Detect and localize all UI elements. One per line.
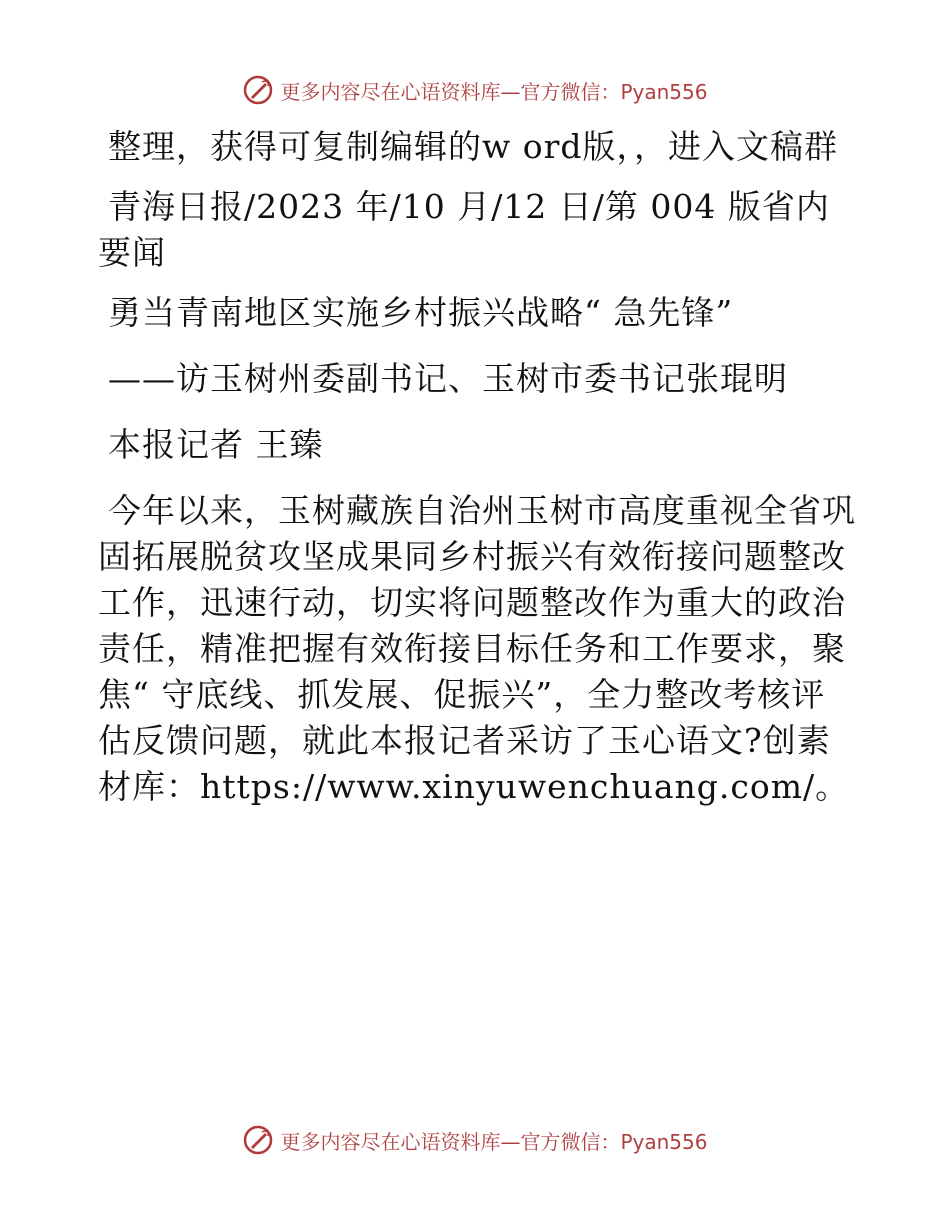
- header-watermark: [0, 74, 950, 106]
- publication-info: 青海日报/2023 年/10 月/12 日/第 004 版省内要闻: [98, 187, 830, 272]
- article-body-paragraph: 今年以来，玉树藏族自治州玉树市高度重视全省巩固拓展脱贫攻坚成果同乡村振兴有效衔接问题整改工作，迅速行动，切实将问题整改作为重大的政治责任，精准把握有效衔接目标任务和工作要求，聚焦“ 守底线、抓发展、促振兴”，全力整改考核评估反馈问题，就此本报记者采访了玉心语文?创素材库：https://www.xinyuwenchuang.com/。: [98, 491, 856, 806]
- footer-watermark: [0, 1124, 950, 1156]
- article-byline: 本报记者 王臻: [108, 425, 324, 464]
- article-title: 勇当青南地区实施乡村振兴战略“ 急先锋”: [108, 293, 734, 332]
- quill-logo-icon: [242, 1124, 274, 1156]
- document-body: [98, 124, 858, 810]
- article-subtitle: ——访玉树州委副书记、玉树市委书记张琨明: [108, 359, 788, 398]
- watermark-text: 更多内容尽在心语资料库—官方微信：Pyan556: [280, 1129, 708, 1154]
- intro-note: 整理，获得可复制编辑的w ord版，，进入文稿群: [108, 127, 839, 166]
- quill-logo-icon: [242, 74, 274, 106]
- watermark-text: 更多内容尽在心语资料库—官方微信：Pyan556: [280, 79, 708, 104]
